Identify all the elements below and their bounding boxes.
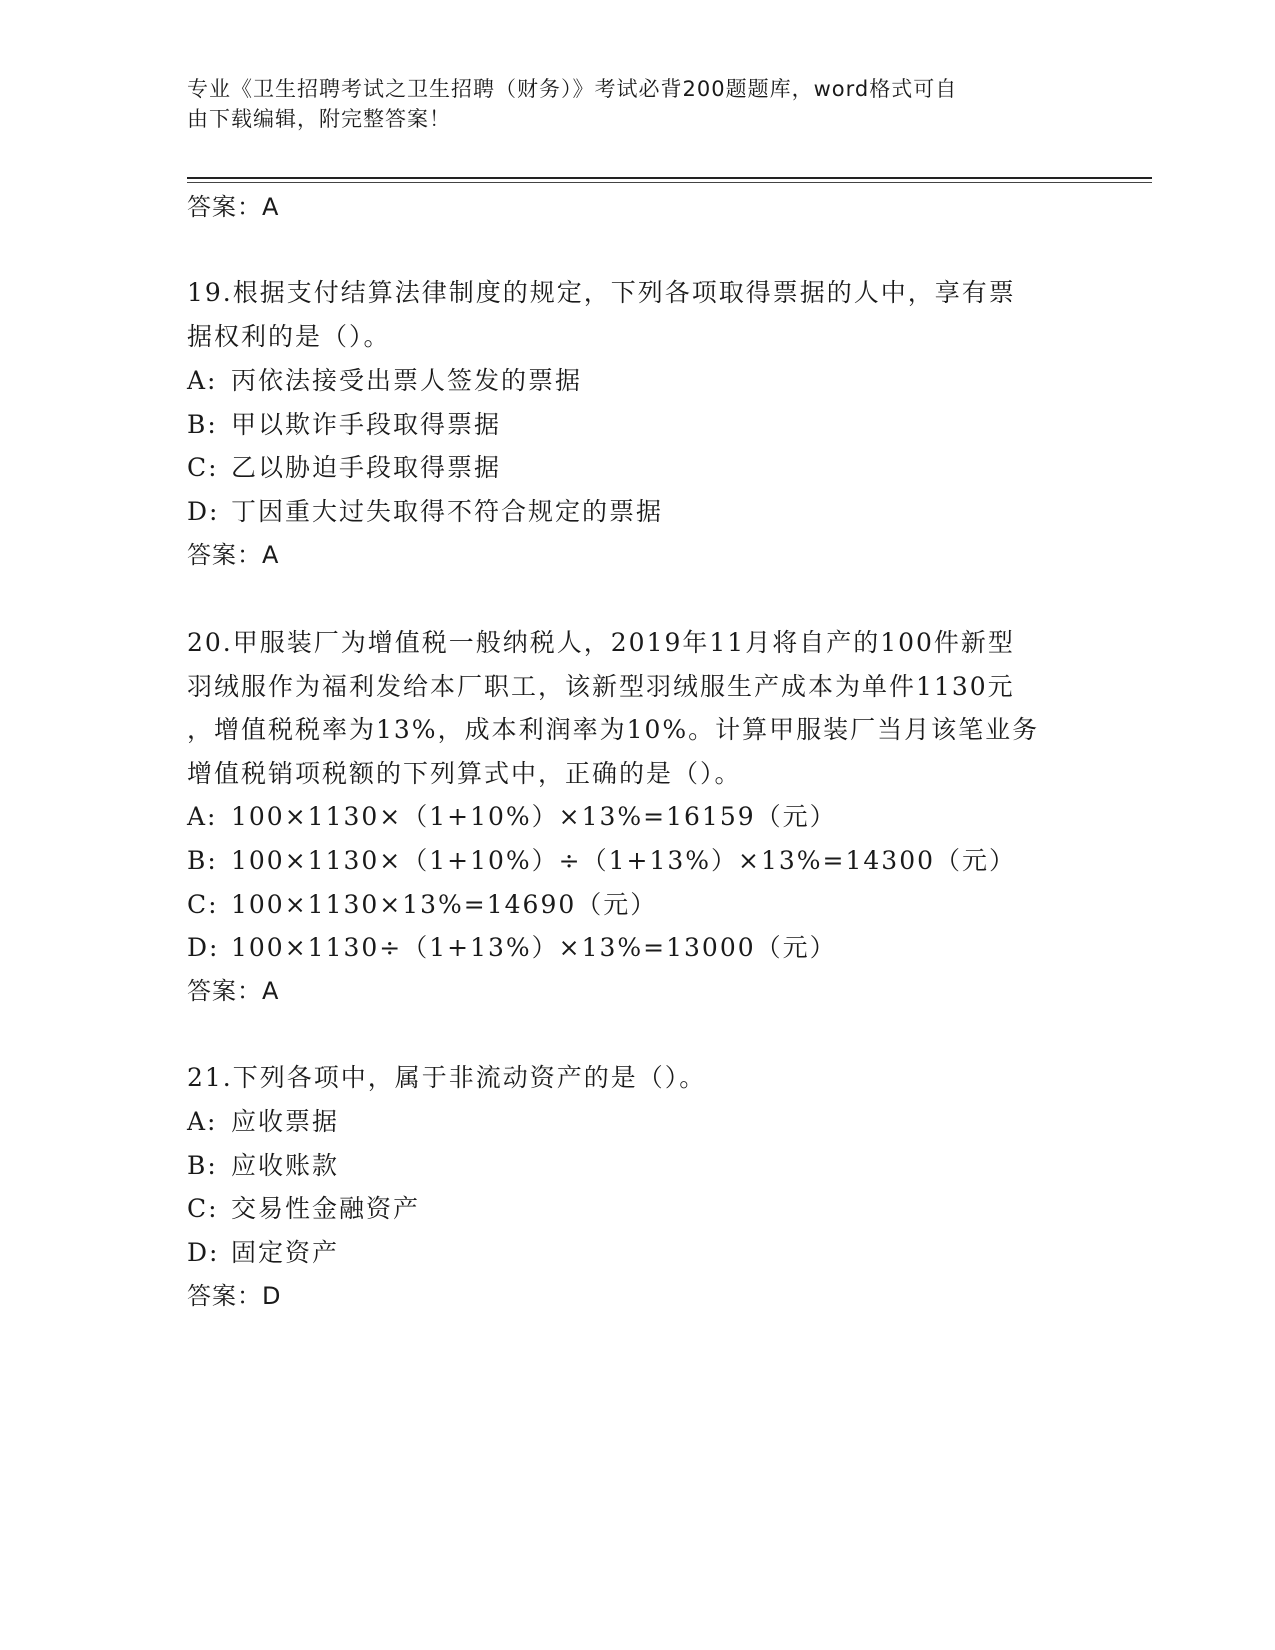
answer-text: 答案：A xyxy=(187,193,280,221)
answer-text: 答案：D xyxy=(187,1282,282,1310)
option-text: 100×1130×（1+10%）×13%=16159（元） xyxy=(231,802,837,831)
header-divider xyxy=(187,177,1152,179)
option-item xyxy=(187,1236,339,1270)
option-text: 100×1130×13%=14690（元） xyxy=(231,890,658,919)
option-label: D: xyxy=(187,1238,220,1267)
option-item xyxy=(187,451,501,485)
option-text: 应收票据 xyxy=(231,1107,340,1136)
option-item xyxy=(187,495,663,529)
option-label: B: xyxy=(187,1151,218,1180)
option-item xyxy=(187,364,582,398)
option-text: 应收账款 xyxy=(231,1151,340,1180)
option-text: 丙依法接受出票人签发的票据 xyxy=(231,366,583,395)
option-label: C: xyxy=(187,890,219,919)
option-label: B: xyxy=(187,846,218,875)
option-label: D: xyxy=(187,933,220,962)
option-label: A: xyxy=(187,1107,218,1136)
option-text: 100×1130÷（1+13%）×13%=13000（元） xyxy=(231,933,837,962)
option-text: 固定资产 xyxy=(231,1238,340,1267)
option-label: C: xyxy=(187,1194,219,1223)
option-text: 乙以胁迫手段取得票据 xyxy=(231,453,502,482)
answer-text: 答案：A xyxy=(187,541,280,569)
question-text: 21.下列各项中，属于非流动资产的是（）。 xyxy=(187,1063,707,1092)
question-text: 19.根据支付结算法律制度的规定，下列各项取得票据的人中，享有票 xyxy=(187,278,1016,307)
option-item xyxy=(187,888,657,922)
answer-text: 答案：A xyxy=(187,977,280,1005)
question-text: 增值税销项税额的下列算式中，正确的是（）。 xyxy=(187,759,742,788)
option-text: 100×1130×（1+10%）÷（1+13%）×13%=14300（元） xyxy=(231,846,1017,875)
option-label: C: xyxy=(187,453,219,482)
question-text: 羽绒服作为福利发给本厂职工，该新型羽绒服生产成本为单件1130元 xyxy=(187,672,1015,701)
option-item xyxy=(187,1149,339,1183)
option-text: 丁因重大过失取得不符合规定的票据 xyxy=(231,497,664,526)
option-item xyxy=(187,1105,339,1139)
header-line-2: 由下载编辑，附完整答案！ xyxy=(187,107,451,131)
option-text: 交易性金融资产 xyxy=(231,1194,421,1223)
header-line-1: 专业《卫生招聘考试之卫生招聘（财务）》考试必背200题题库，word格式可自 xyxy=(187,77,958,101)
option-item xyxy=(187,844,1016,878)
option-text: 甲以欺诈手段取得票据 xyxy=(231,410,502,439)
option-item xyxy=(187,931,837,965)
question-text: 20.甲服装厂为增值税一般纳税人，2019年11月将自产的100件新型 xyxy=(187,628,1015,657)
option-item xyxy=(187,800,837,834)
document-header xyxy=(187,74,1077,134)
header-divider-thin xyxy=(187,182,1152,183)
option-item xyxy=(187,1192,420,1226)
option-label: A: xyxy=(187,366,218,395)
question-text: ，增值税税率为13%，成本利润率为10%。计算甲服装厂当月该笔业务 xyxy=(187,715,1040,744)
option-label: A: xyxy=(187,802,218,831)
option-item xyxy=(187,408,501,442)
option-label: B: xyxy=(187,410,218,439)
option-label: D: xyxy=(187,497,220,526)
question-text: 据权利的是（）。 xyxy=(187,322,391,351)
